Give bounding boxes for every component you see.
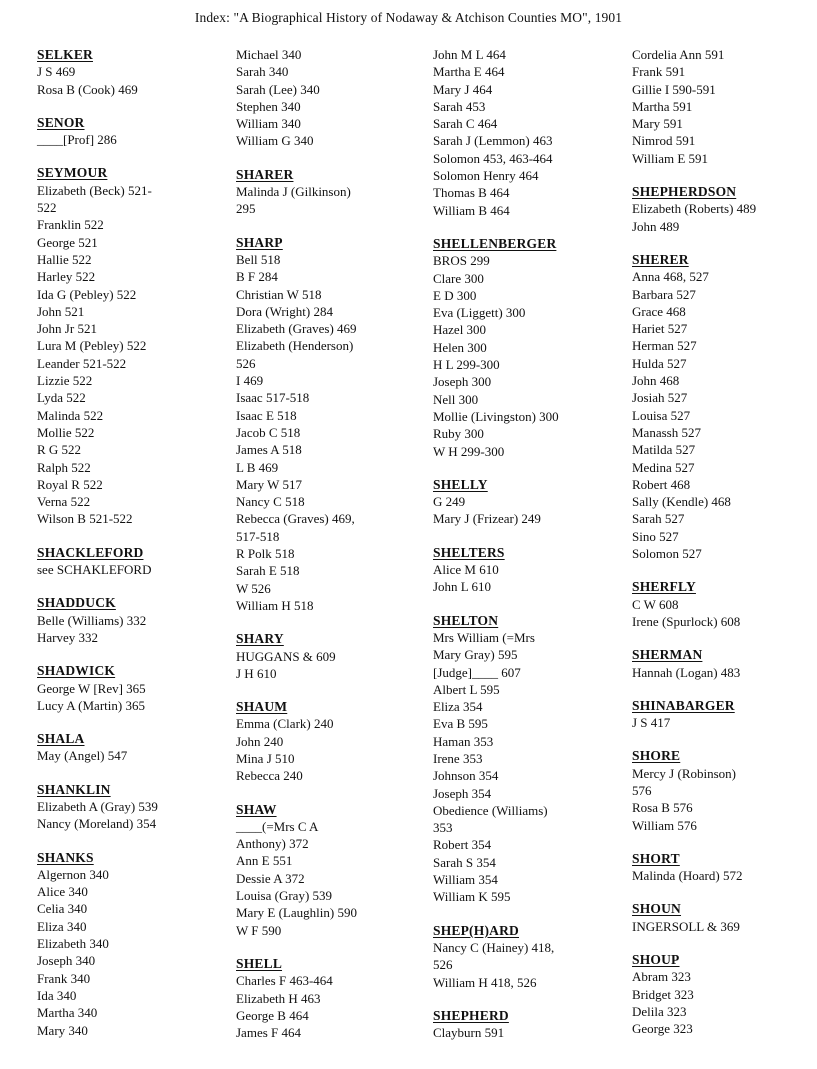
surname-heading: SHOUP <box>632 952 680 968</box>
surname-group <box>37 730 237 765</box>
surname-heading: SHELTON <box>433 612 499 628</box>
index-entry: Ann E 551 <box>236 853 293 869</box>
surname-heading: SHEP(H)ARD <box>433 922 519 938</box>
index-entry: Ida 340 <box>37 987 77 1003</box>
index-entry: Mollie 522 <box>37 424 95 440</box>
index-entry: G 249 <box>433 494 466 510</box>
surname-group <box>37 662 237 714</box>
index-entry: Joseph 340 <box>37 953 96 969</box>
index-entry: Mina J 510 <box>236 750 295 766</box>
index-entry: William 354 <box>433 872 498 888</box>
index-entry: Jacob C 518 <box>236 424 301 440</box>
surname-group <box>236 46 436 150</box>
index-entry: Harley 522 <box>37 269 96 285</box>
index-entry: Mary 340 <box>37 1022 88 1038</box>
surname-group <box>632 697 817 732</box>
index-entry: Nancy (Moreland) 354 <box>37 816 157 832</box>
surname-group <box>632 183 817 235</box>
index-entry: J H 610 <box>236 665 277 681</box>
surname-heading: SHERER <box>632 251 689 267</box>
surname-heading: SEYMOUR <box>37 165 108 181</box>
index-entry: Elizabeth (Roberts) 489 <box>632 201 757 217</box>
index-entry: Harvey 332 <box>37 629 99 645</box>
surname-group <box>433 544 633 596</box>
surname-heading: SHADWICK <box>37 663 116 679</box>
index-entry: Elizabeth (Henderson) 526 <box>236 338 354 371</box>
index-entry: Mary 591 <box>632 116 683 132</box>
surname-heading: SHORT <box>632 850 680 866</box>
surname-group <box>37 594 237 646</box>
index-entry: Hariet 527 <box>632 321 688 337</box>
surname-group <box>236 801 436 939</box>
surname-heading: SHALA <box>37 731 85 747</box>
index-entry: Johnson 354 <box>433 768 499 784</box>
index-entry: Mary E (Laughlin) 590 <box>236 905 357 921</box>
index-entry: Frank 340 <box>37 970 91 986</box>
index-entry: Medina 527 <box>632 459 695 475</box>
index-entry: E D 300 <box>433 287 477 303</box>
surname-heading: SENOR <box>37 114 85 130</box>
index-entry: Sarah J (Lemmon) 463 <box>433 133 553 149</box>
index-entry: INGERSOLL & 369 <box>632 918 740 934</box>
index-entry: Martha E 464 <box>433 64 505 80</box>
surname-heading: SHINABARGER <box>632 697 735 713</box>
index-entry: George 323 <box>632 1021 693 1037</box>
surname-heading: SHELLY <box>433 476 488 492</box>
index-entry: Belle (Williams) 332 <box>37 612 147 628</box>
index-entry: HUGGANS & 609 <box>236 648 336 664</box>
surname-group <box>433 46 633 219</box>
index-entry: William G 340 <box>236 133 314 149</box>
index-entry: Sarah C 464 <box>433 116 498 132</box>
index-entry: Mercy J (Robinson) 576 <box>632 765 736 798</box>
index-entry: Malinda J (Gilkinson) 295 <box>236 184 351 217</box>
index-entry: see SCHAKLEFORD <box>37 562 152 578</box>
index-entry: Isaac E 518 <box>236 407 297 423</box>
surname-group <box>433 922 633 991</box>
index-entry: Ida G (Pebley) 522 <box>37 286 137 302</box>
surname-group <box>433 235 633 460</box>
index-entry: Alice M 610 <box>433 562 499 578</box>
surname-group <box>632 251 817 562</box>
index-entry: William E 591 <box>632 150 709 166</box>
index-entry: J S 469 <box>37 64 76 80</box>
index-entry: Louisa (Gray) 539 <box>236 888 333 904</box>
index-entry: James A 518 <box>236 442 302 458</box>
index-entry: Eva (Liggett) 300 <box>433 305 526 321</box>
index-entry: W 526 <box>236 580 271 596</box>
index-entry: J S 417 <box>632 715 671 731</box>
surname-heading: SHADDUCK <box>37 595 116 611</box>
index-entry: Sarah E 518 <box>236 563 300 579</box>
index-entry: Martha 340 <box>37 1005 98 1021</box>
index-entry: Obedience (Williams) 353 <box>433 802 548 836</box>
index-entry: Herman 527 <box>632 338 697 354</box>
index-entry: Rosa B 576 <box>632 800 693 816</box>
index-column-3 <box>433 46 633 1057</box>
index-entry: Bridget 323 <box>632 986 694 1002</box>
index-entry: Nimrod 591 <box>632 133 696 149</box>
index-entry: W F 590 <box>236 922 282 938</box>
index-entry: Clare 300 <box>433 270 484 286</box>
index-entry: Stephen 340 <box>236 98 301 114</box>
index-entry: Elizabeth H 463 <box>236 990 321 1006</box>
surname-group <box>632 951 817 1037</box>
surname-group <box>632 747 817 833</box>
surname-heading: SHELLENBERGER <box>433 235 557 251</box>
index-entry: Mary J 464 <box>433 81 493 97</box>
index-entry: Emma (Clark) 240 <box>236 716 334 732</box>
index-entry: Verna 522 <box>37 494 91 510</box>
index-entry: Cordelia Ann 591 <box>632 47 725 62</box>
index-entry: Rebecca 240 <box>236 768 303 784</box>
index-entry: Helen 300 <box>433 339 487 355</box>
index-entry: Leander 521-522 <box>37 355 127 371</box>
index-entry: John 489 <box>632 218 680 234</box>
index-entry: John L 610 <box>433 579 492 595</box>
index-entry: May (Angel) 547 <box>37 748 128 764</box>
index-entry: William 576 <box>632 817 697 833</box>
index-entry: Joseph 300 <box>433 374 492 390</box>
index-entry: Ruby 300 <box>433 426 484 442</box>
surname-group <box>632 900 817 935</box>
index-entry: Matilda 527 <box>632 442 696 458</box>
index-entry: Lucy A (Martin) 365 <box>37 697 145 713</box>
index-entry: John Jr 521 <box>37 321 97 337</box>
index-entry: Elizabeth (Graves) 469 <box>236 321 357 337</box>
index-entry: George W [Rev] 365 <box>37 680 146 696</box>
index-entry: Sally (Kendle) 468 <box>632 494 731 510</box>
index-entry: Haman 353 <box>433 733 494 749</box>
index-entry: Mary W 517 <box>236 476 302 492</box>
index-entry: Eva B 595 <box>433 716 488 732</box>
surname-group <box>433 1007 633 1042</box>
index-entry: Mollie (Livingston) 300 <box>433 408 559 424</box>
index-entry: Charles F 463-464 <box>236 973 333 989</box>
index-entry: Wilson B 521-522 <box>37 511 133 527</box>
index-entry: Sarah 453 <box>433 98 486 114</box>
index-entry: Nell 300 <box>433 391 479 407</box>
index-entry: Mary J (Frizear) 249 <box>433 511 541 527</box>
surname-group <box>433 612 633 906</box>
index-entry: John M L 464 <box>433 47 506 62</box>
surname-heading: SHARY <box>236 631 284 647</box>
surname-heading: SHORE <box>632 748 681 764</box>
index-entry: ____(=Mrs C A Anthony) 372 <box>236 818 319 852</box>
index-entry: Ralph 522 <box>37 459 91 475</box>
index-entry: Josiah 527 <box>632 390 688 406</box>
index-entry: Dessie A 372 <box>236 870 305 886</box>
index-entry: Delila 323 <box>632 1003 687 1019</box>
index-entry: Nancy C 518 <box>236 494 305 510</box>
index-entry: Manassh 527 <box>632 424 701 440</box>
index-entry: BROS 299 <box>433 253 490 269</box>
index-entry: George B 464 <box>236 1007 309 1023</box>
surname-heading: SHAW <box>236 801 277 817</box>
index-entry: William K 595 <box>433 889 511 905</box>
index-entry: Rosa B (Cook) 469 <box>37 81 138 97</box>
index-entry: R Polk 518 <box>236 546 295 562</box>
index-entry: Irene (Spurlock) 608 <box>632 613 741 629</box>
surname-heading: SHEPHERD <box>433 1007 509 1023</box>
surname-group <box>236 698 436 784</box>
index-entry: Sino 527 <box>632 528 679 544</box>
surname-heading: SHELL <box>236 955 283 971</box>
index-entry: Martha 591 <box>632 98 693 114</box>
index-entry: John 468 <box>632 373 680 389</box>
index-entry: John 521 <box>37 303 85 319</box>
index-entry: Solomon 527 <box>632 546 702 562</box>
index-entry: Royal R 522 <box>37 476 103 492</box>
surname-group <box>37 46 237 98</box>
index-entry: William H 518 <box>236 597 314 613</box>
surname-heading: SHANKLIN <box>37 781 111 797</box>
index-entry: Robert 468 <box>632 476 691 492</box>
surname-group <box>37 781 237 833</box>
surname-heading: SHARP <box>236 234 283 250</box>
index-entry: Elizabeth (Beck) 521- 522 <box>37 182 152 216</box>
index-entry: R G 522 <box>37 442 82 458</box>
surname-group <box>236 234 436 615</box>
index-entry: [Judge]____ 607 <box>433 664 521 680</box>
index-entry: Clayburn 591 <box>433 1025 505 1041</box>
index-entry: Lyda 522 <box>37 390 86 406</box>
index-entry: William 340 <box>236 116 301 132</box>
surname-group <box>236 166 436 218</box>
index-entry: Robert 354 <box>433 837 492 853</box>
surname-group <box>632 578 817 630</box>
index-column-4 <box>632 46 817 1054</box>
index-entry: Dora (Wright) 284 <box>236 303 333 319</box>
surname-group <box>236 955 436 1041</box>
index-entry: H L 299-300 <box>433 357 500 373</box>
index-entry: Elizabeth 340 <box>37 936 109 952</box>
index-entry: Albert L 595 <box>433 681 500 697</box>
index-entry: Nancy C (Hainey) 418, 526 <box>433 939 555 973</box>
index-entry: Malinda 522 <box>37 407 104 423</box>
surname-group <box>37 114 237 149</box>
index-entry: Bell 518 <box>236 251 281 267</box>
index-entry: Sarah (Lee) 340 <box>236 81 320 97</box>
index-column-2 <box>236 46 436 1057</box>
index-entry: Sarah 527 <box>632 511 685 527</box>
index-entry: Rebecca (Graves) 469, 517-518 <box>236 511 355 544</box>
index-entry: George 521 <box>37 234 98 250</box>
surname-group <box>37 544 237 579</box>
index-entry: ____[Prof] 286 <box>37 132 117 148</box>
index-entry: Solomon Henry 464 <box>433 168 539 184</box>
index-entry: Malinda (Hoard) 572 <box>632 868 743 884</box>
surname-heading: SHARER <box>236 166 294 182</box>
surname-heading: SHERMAN <box>632 647 703 663</box>
surname-group <box>37 164 237 527</box>
surname-heading: SHEPHERDSON <box>632 184 737 200</box>
index-entry: Joseph 354 <box>433 785 492 801</box>
index-entry: Sarah 340 <box>236 64 289 80</box>
index-entry: Solomon 453, 463-464 <box>433 150 553 166</box>
surname-heading: SHOUN <box>632 901 682 917</box>
surname-group <box>236 630 436 682</box>
surname-group <box>632 646 817 681</box>
index-entry: B F 284 <box>236 269 278 285</box>
index-entry: William H 418, 526 <box>433 974 537 990</box>
index-entry: Lura M (Pebley) 522 <box>37 338 147 354</box>
surname-heading: SHERFLY <box>632 579 696 595</box>
index-entry: Michael 340 <box>236 47 302 62</box>
index-entry: Hallie 522 <box>37 251 92 267</box>
index-entry: C W 608 <box>632 596 679 612</box>
index-entry: I 469 <box>236 373 264 389</box>
index-entry: Eliza 354 <box>433 699 483 715</box>
surname-group <box>632 850 817 885</box>
index-entry: Celia 340 <box>37 901 88 917</box>
index-entry: Thomas B 464 <box>433 185 510 201</box>
surname-heading: SELKER <box>37 47 93 62</box>
surname-heading: SHAUM <box>236 699 288 715</box>
index-entry: Abram 323 <box>632 969 691 985</box>
index-entry: Hazel 300 <box>433 322 487 338</box>
index-entry: Franklin 522 <box>37 217 104 233</box>
index-entry: Barbara 527 <box>632 286 696 302</box>
index-entry: Louisa 527 <box>632 407 691 423</box>
index-entry: Sarah S 354 <box>433 854 496 870</box>
surname-heading: SHACKLEFORD <box>37 544 144 560</box>
index-entry: Mrs William (=Mrs Mary Gray) 595 <box>433 629 535 663</box>
index-entry: Irene 353 <box>433 750 483 766</box>
surname-group <box>37 849 237 1039</box>
index-entry: W H 299-300 <box>433 443 505 459</box>
index-entry: Elizabeth A (Gray) 539 <box>37 798 158 814</box>
surname-heading: SHELTERS <box>433 544 505 560</box>
index-entry: Gillie I 590-591 <box>632 81 716 97</box>
index-entry: Grace 468 <box>632 303 686 319</box>
index-entry: Eliza 340 <box>37 918 87 934</box>
index-entry: Alice 340 <box>37 884 88 900</box>
page-title: Index: "A Biographical History of Nodaway & Atchison Counties MO", 1901 <box>194 10 623 25</box>
surname-group <box>632 46 817 167</box>
index-column-1 <box>37 46 237 1055</box>
index-entry: James F 464 <box>236 1025 301 1041</box>
index-entry: Hulda 527 <box>632 355 687 371</box>
index-entry: Frank 591 <box>632 64 686 80</box>
index-entry: Isaac 517-518 <box>236 390 310 406</box>
index-entry: John 240 <box>236 733 284 749</box>
index-entry: Hannah (Logan) 483 <box>632 664 741 680</box>
index-entry: Algernon 340 <box>37 866 109 882</box>
index-entry: L B 469 <box>236 459 279 475</box>
index-entry: Christian W 518 <box>236 286 322 302</box>
index-entry: Lizzie 522 <box>37 373 93 389</box>
surname-group <box>433 476 633 528</box>
surname-heading: SHANKS <box>37 849 94 865</box>
index-entry: William B 464 <box>433 202 510 218</box>
index-entry: Anna 468, 527 <box>632 269 709 285</box>
